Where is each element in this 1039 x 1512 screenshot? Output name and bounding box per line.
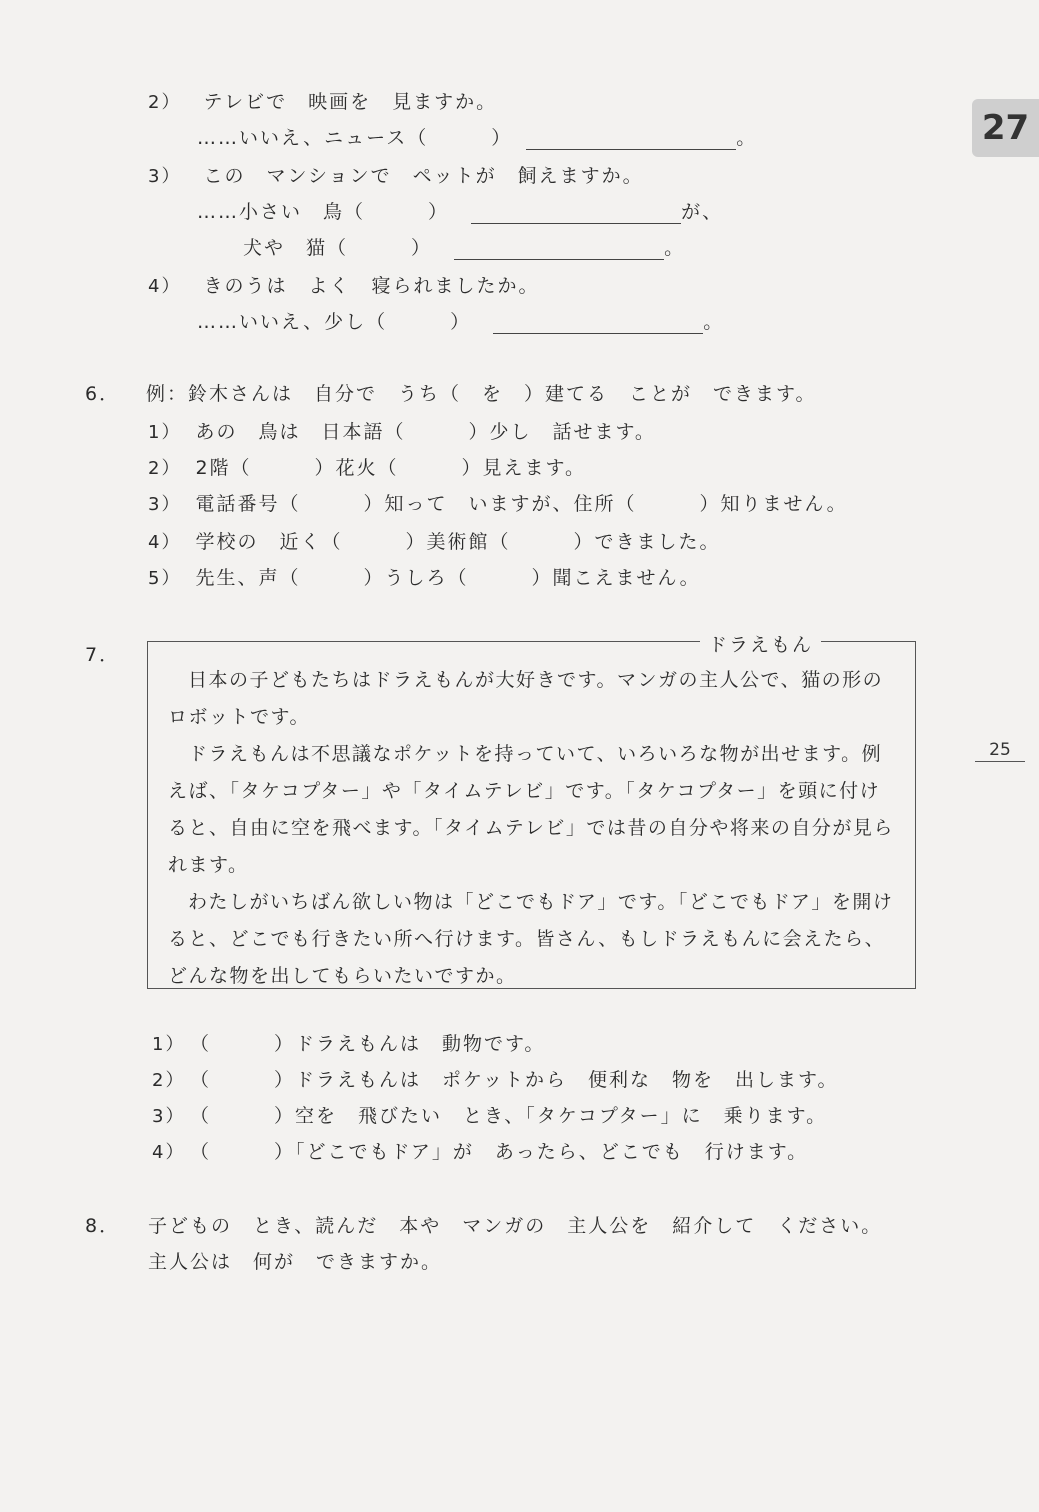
ex5-q4: 4） きのうは よく 寝られましたか。 [148, 275, 540, 297]
reading-paragraph: 日本の子どもたちはドラえもんが大好きです。マンガの主人公で、猫の形のロボットです。 [168, 669, 884, 728]
ex5-q2-answer: ……いいえ、ニュース（ ） 。 [197, 127, 758, 149]
ex5-q4-answer: ……いいえ、少し（ ） 。 [197, 311, 725, 333]
ex6-example: 例：鈴木さんは 自分で うち（ を ）建てる ことが できます。 [146, 383, 817, 405]
ex5-q3-answer-1: ……小さい 鳥（ ） が、 [197, 201, 724, 223]
ex8-label: 8． [85, 1215, 121, 1237]
ex7-question: 3） （ ）空を 飛びたい とき、「タケコプター」に 乗ります。 [152, 1105, 828, 1127]
ex8-line-1: 子どもの とき、読んだ 本や マンガの 主人公を 紹介して ください。 [148, 1215, 883, 1237]
ex7-question: 2） （ ）ドラえもんは ポケットから 便利な 物を 出します。 [152, 1069, 839, 1091]
page-number: 25 [989, 740, 1011, 760]
page-number-rule [975, 761, 1025, 762]
ex5-q3-answer-2: 犬や 猫（ ） 。 [243, 237, 686, 259]
ex8-line-2: 主人公は 何が できますか。 [148, 1251, 443, 1273]
title-rule [826, 641, 916, 642]
ex7-question: 1） （ ）ドラえもんは 動物です。 [152, 1033, 546, 1055]
answer-blank[interactable] [526, 131, 736, 150]
ex6-label: 6． [85, 383, 121, 405]
ex5-q3: 3） この マンションで ペットが 飼えますか。 [148, 165, 644, 187]
reading-paragraph: わたしがいちばん欲しい物は「どこでもドア」です。「どこでもドア」を開けると、どこでも行きたい所へ行けます。皆さん、もしドラえもんに会えたら、どんな物を出してもらいたいですか。 [168, 891, 894, 987]
ex6-item: 3） 電話番号（ ）知って いますが、住所（ ）知りません。 [148, 493, 848, 515]
chapter-tab: 27 [972, 99, 1039, 157]
ex6-item: 4） 学校の 近く（ ）美術館（ ）できました。 [148, 531, 721, 553]
answer-blank[interactable] [471, 205, 681, 224]
ex6-item: 1） あの 鳥は 日本語（ ）少し 話せます。 [148, 421, 656, 443]
reading-paragraph: ドラえもんは不思議なポケットを持っていて、いろいろな物が出せます。例えば、「タケコプター」や「タイムテレビ」です。「タケコプター」を頭に付けると、自由に空を飛べます。「タイムテレビ」では昔の自分や将来の自分が見られます。 [168, 743, 894, 876]
ex6-item: 2） 2階（ ）花火（ ）見えます。 [148, 457, 587, 479]
ex7-label: 7． [85, 644, 121, 666]
ex5-q2: 2） テレビで 映画を 見ますか。 [148, 91, 498, 113]
reading-title: ドラえもん [700, 630, 821, 657]
ex7-question: 4） （ ）「どこでもドア」が あったら、どこでも 行けます。 [152, 1141, 809, 1163]
answer-blank[interactable] [454, 241, 664, 260]
ex6-item: 5） 先生、声（ ）うしろ（ ）聞こえません。 [148, 567, 701, 589]
answer-blank[interactable] [493, 315, 703, 334]
